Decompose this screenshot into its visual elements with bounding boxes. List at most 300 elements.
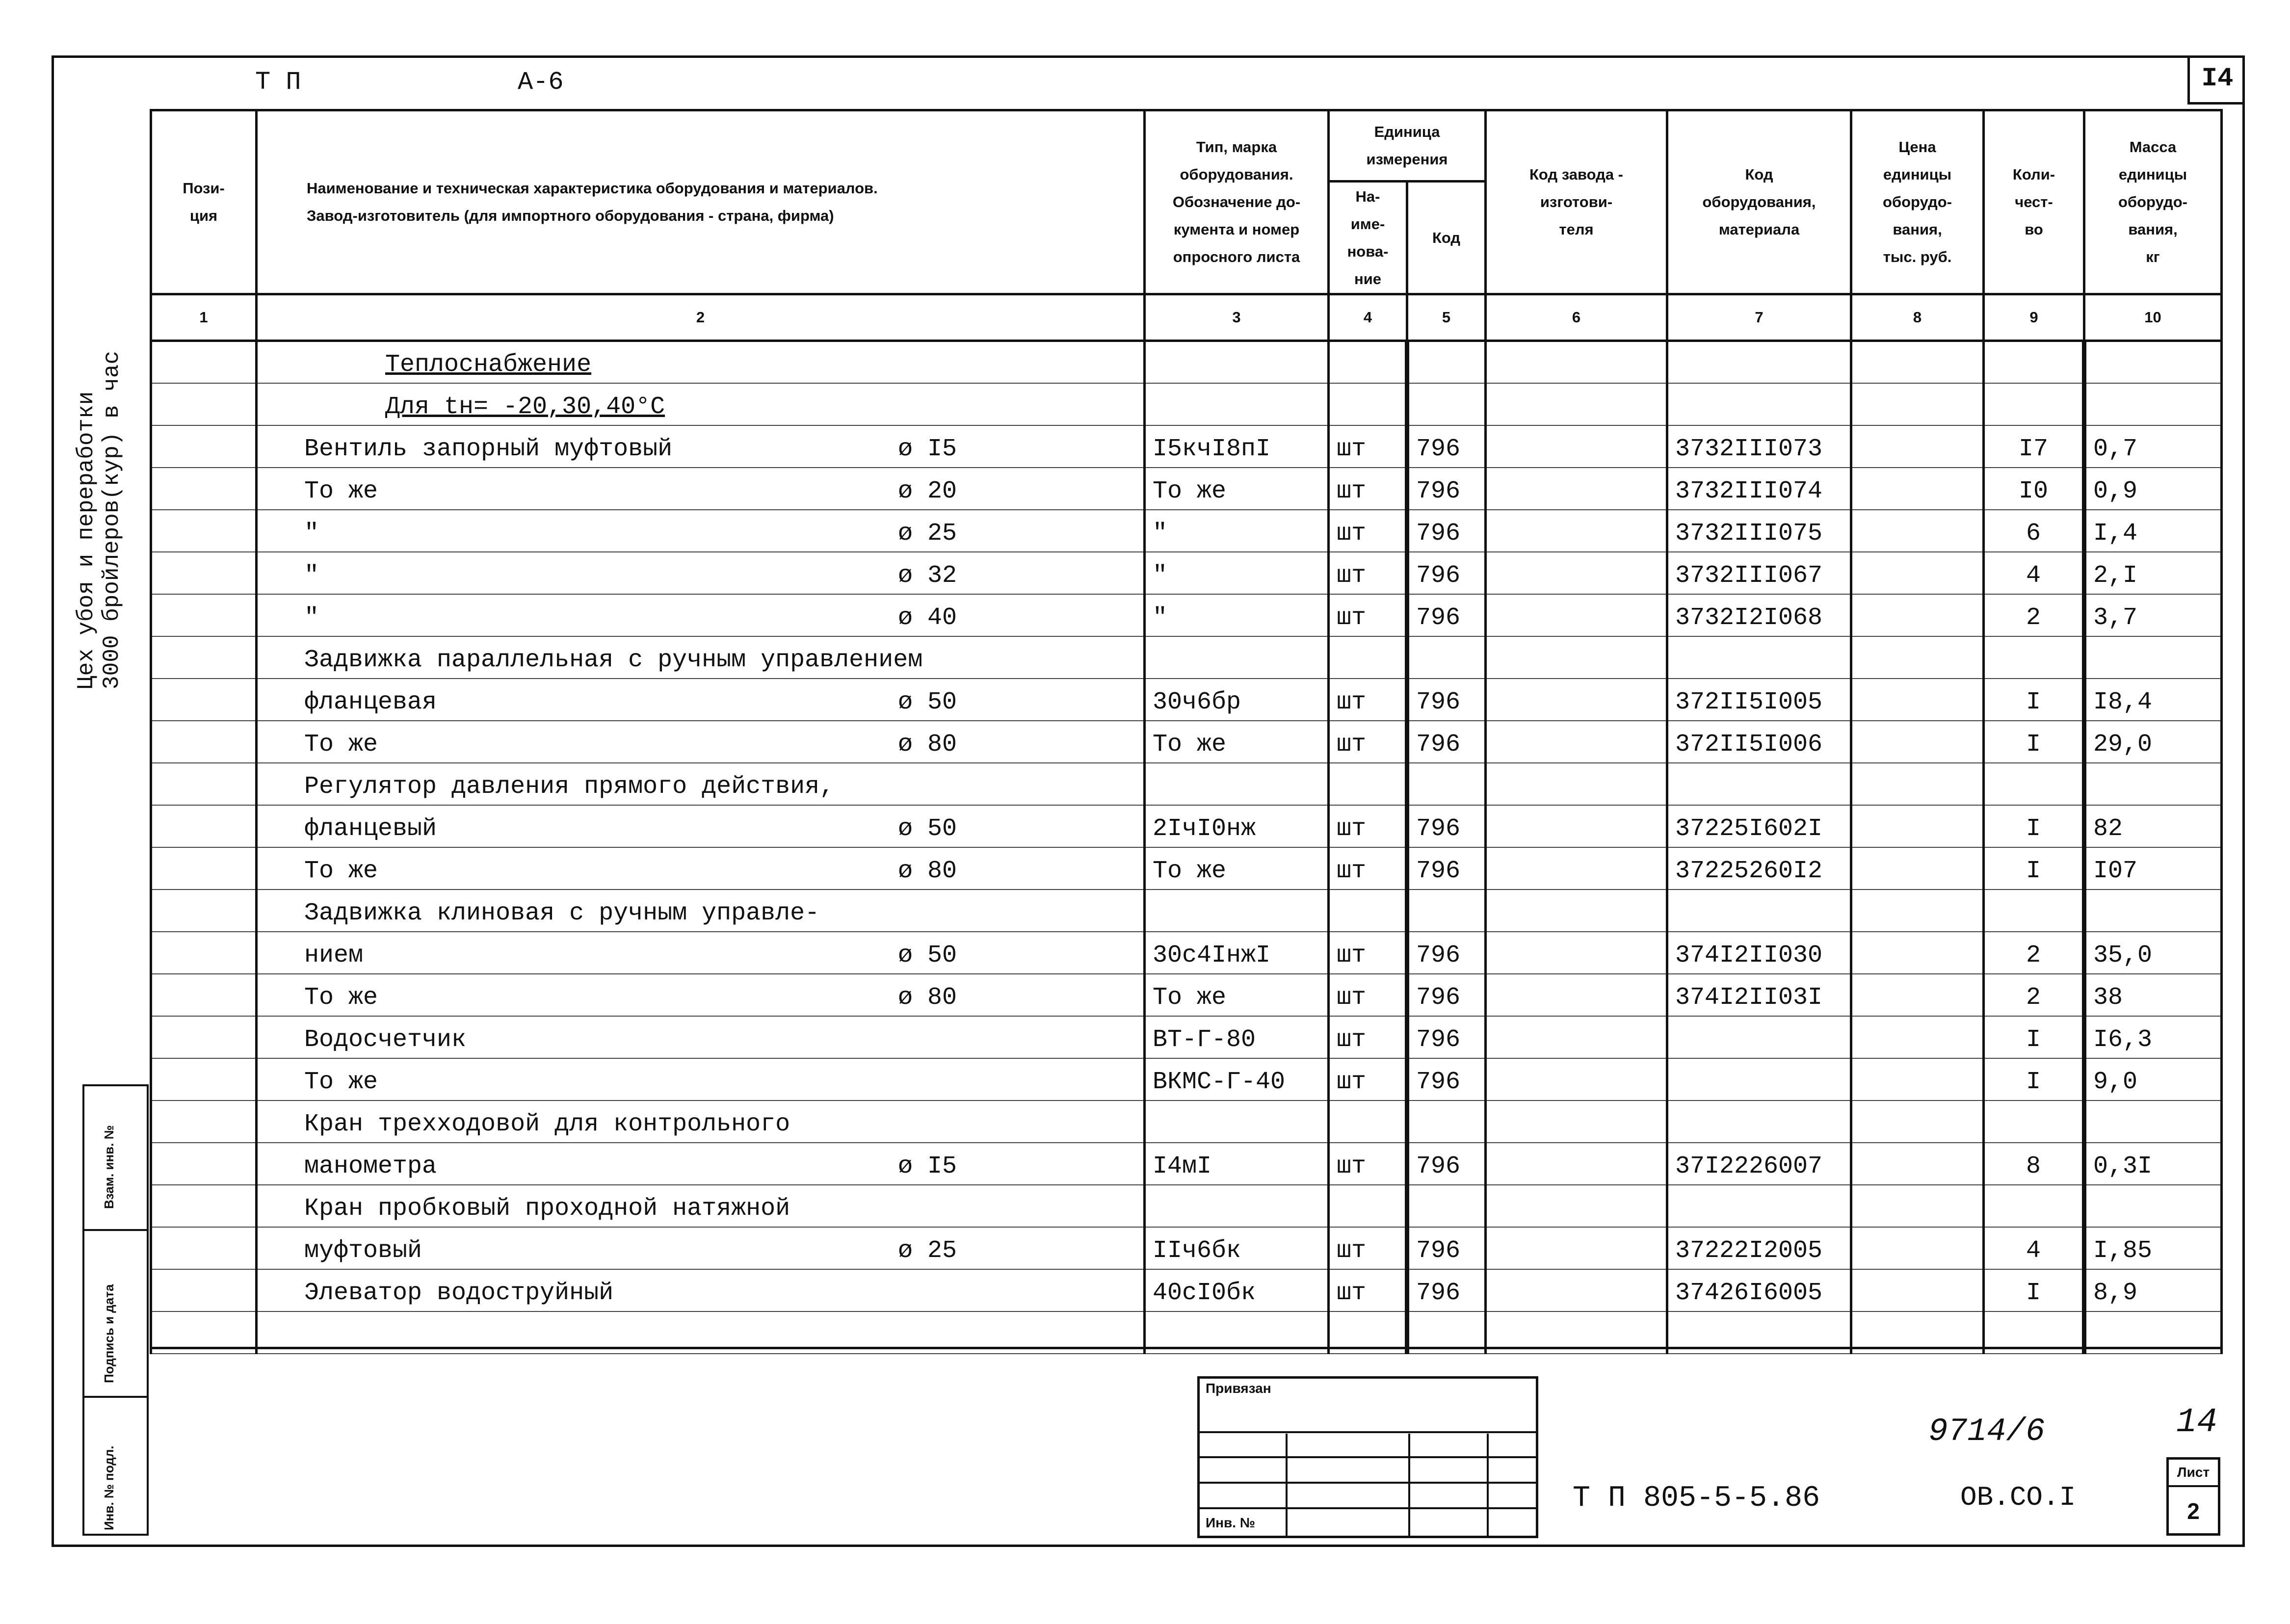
cell-position <box>151 636 257 679</box>
cell-maker-code <box>1486 510 1667 552</box>
cell-maker-code <box>1486 1100 1667 1143</box>
table-row <box>151 805 2222 847</box>
item-size: ø 50 <box>897 688 957 716</box>
cell-name <box>257 1143 1145 1185</box>
item-name: фланцевый <box>304 814 437 843</box>
cell-position <box>151 974 257 1016</box>
cell-unit-name: шт <box>1329 721 1407 763</box>
table-row <box>151 510 2222 552</box>
cell-quantity: I <box>1984 1016 2084 1058</box>
cell-position <box>151 510 257 552</box>
table-row <box>151 1185 2222 1227</box>
cell-mass <box>2084 383 2222 425</box>
cell-maker-code <box>1486 890 1667 932</box>
cell-quantity: 2 <box>1984 974 2084 1016</box>
cell-unit-code <box>1407 341 1486 383</box>
cell-maker-code <box>1486 1269 1667 1311</box>
stamp-inv-label: Инв. № <box>1206 1515 1256 1530</box>
cell-equipment-code: 3732III073 <box>1667 425 1851 468</box>
cell-type: I4мI <box>1145 1143 1329 1185</box>
cell-unit-name: шт <box>1329 1016 1407 1058</box>
table-row <box>151 932 2222 974</box>
cell-equipment-code <box>1667 636 1851 679</box>
cell-unit-code: 796 <box>1407 1143 1486 1185</box>
name-wrap <box>304 604 957 632</box>
cell-name <box>257 763 1145 805</box>
cell-price <box>1851 1269 1984 1311</box>
cell-name <box>257 468 1145 510</box>
cell-name <box>257 932 1145 974</box>
cell-position <box>151 552 257 594</box>
cell-position <box>151 1016 257 1058</box>
cell-unit-code: 796 <box>1407 847 1486 890</box>
cell-equipment-code <box>1667 341 1851 383</box>
item-size: ø 80 <box>897 857 957 885</box>
item-size: ø 25 <box>897 519 957 548</box>
stamp-tied-label: Привязан <box>1206 1381 1271 1396</box>
item-size: ø 25 <box>897 1236 957 1265</box>
cell-quantity: 2 <box>1984 932 2084 974</box>
cell-quantity: I <box>1984 805 2084 847</box>
item-name: Регулятор давления прямого действия, <box>304 772 835 801</box>
cell-name <box>257 341 1145 383</box>
cell-type <box>1145 763 1329 805</box>
cell-unit-name: шт <box>1329 847 1407 890</box>
item-name: Кран трехходовой для контрольного <box>304 1110 790 1138</box>
cell-unit-name: шт <box>1329 1269 1407 1311</box>
item-size: ø 80 <box>897 730 957 759</box>
cell-position <box>151 1143 257 1185</box>
cell-name <box>257 1227 1145 1269</box>
name-wrap <box>385 393 1038 421</box>
item-name: Задвижка клиновая с ручным управле- <box>304 899 820 927</box>
cell-equipment-code: 37225260I2 <box>1667 847 1851 890</box>
cell-name <box>257 510 1145 552</box>
cell-type: 30с4IнжI <box>1145 932 1329 974</box>
cell-name <box>257 805 1145 847</box>
table-row <box>151 383 2222 425</box>
cell-quantity: 6 <box>1984 510 2084 552</box>
specification-table <box>150 109 2223 1354</box>
cell-quantity <box>1984 1185 2084 1227</box>
item-name: Вентиль запорный муфтовый <box>304 435 673 463</box>
cell-type: То же <box>1145 468 1329 510</box>
sheet-box <box>2166 1457 2220 1536</box>
item-name: То же <box>304 1068 378 1096</box>
cell-unit-name: шт <box>1329 468 1407 510</box>
cell-unit-name: шт <box>1329 510 1407 552</box>
col-number-2: 2 <box>257 294 1145 341</box>
cell-equipment-code <box>1667 1016 1851 1058</box>
cell-unit-name: шт <box>1329 594 1407 636</box>
table-row <box>151 679 2222 721</box>
cell-name <box>257 552 1145 594</box>
cell-quantity <box>1984 383 2084 425</box>
cell-name <box>257 679 1145 721</box>
sheet-number: 2 <box>2187 1498 2200 1524</box>
cell-mass: 82 <box>2084 805 2222 847</box>
name-wrap <box>304 520 957 548</box>
col-header-unit-group: Единица измерения <box>1329 110 1486 182</box>
cell-maker-code <box>1486 1143 1667 1185</box>
stamp-rule <box>1200 1507 1536 1509</box>
cell-price <box>1851 847 1984 890</box>
item-name: " <box>304 561 319 590</box>
cell-price <box>1851 383 1984 425</box>
cell-quantity <box>1984 890 2084 932</box>
cell-mass <box>2084 341 2222 383</box>
cell-unit-code: 796 <box>1407 805 1486 847</box>
cell-maker-code <box>1486 932 1667 974</box>
cell-position <box>151 679 257 721</box>
col-header-unit-code: Код <box>1407 182 1486 294</box>
item-name: муфтовый <box>304 1236 422 1265</box>
cell-price <box>1851 932 1984 974</box>
cell-unit-name: шт <box>1329 679 1407 721</box>
cell-quantity: I7 <box>1984 425 2084 468</box>
col-number-7: 7 <box>1667 294 1851 341</box>
cell-name <box>257 425 1145 468</box>
cell-maker-code <box>1486 1185 1667 1227</box>
stamp-rule <box>1200 1431 1536 1433</box>
name-wrap <box>304 688 957 716</box>
handwritten-number: 9714/6 <box>1928 1413 2045 1450</box>
cell-unit-name <box>1329 763 1407 805</box>
cell-name <box>257 1058 1145 1100</box>
cell-mass: 35,0 <box>2084 932 2222 974</box>
cell-name <box>257 636 1145 679</box>
item-name: " <box>304 603 319 632</box>
cell-quantity: I0 <box>1984 468 2084 510</box>
cell-mass: 2,I <box>2084 552 2222 594</box>
cell-position <box>151 1227 257 1269</box>
table-row <box>151 1058 2222 1100</box>
stamp-label-signature: Подпись и дата <box>102 1284 116 1383</box>
cell-quantity: 8 <box>1984 1143 2084 1185</box>
cell-equipment-code <box>1667 1100 1851 1143</box>
table-row <box>151 763 2222 805</box>
item-name: " <box>304 519 319 548</box>
name-wrap <box>304 899 957 927</box>
cell-unit-name: шт <box>1329 1143 1407 1185</box>
name-wrap <box>304 435 957 463</box>
name-wrap <box>385 351 1038 379</box>
item-size: ø 20 <box>897 477 957 505</box>
table-row <box>151 636 2222 679</box>
header-album: А-6 <box>518 68 564 97</box>
col-number-3: 3 <box>1145 294 1329 341</box>
cell-equipment-code: 37222I2005 <box>1667 1227 1851 1269</box>
cell-mass: 0,3I <box>2084 1143 2222 1185</box>
cell-unit-name: шт <box>1329 425 1407 468</box>
name-wrap <box>304 646 957 674</box>
cell-price <box>1851 1016 1984 1058</box>
item-name: фланцевая <box>304 688 437 716</box>
cell-position <box>151 1269 257 1311</box>
cell-price <box>1851 425 1984 468</box>
table-bottom-rule <box>150 1347 2220 1349</box>
cell-mass <box>2084 1100 2222 1143</box>
cell-quantity: 2 <box>1984 594 2084 636</box>
cell-price <box>1851 763 1984 805</box>
cell-unit-code: 796 <box>1407 679 1486 721</box>
cell-price <box>1851 341 1984 383</box>
name-wrap <box>304 1026 957 1054</box>
cell-type: То же <box>1145 847 1329 890</box>
table-row <box>151 1100 2222 1143</box>
cell-type: 40сI0бк <box>1145 1269 1329 1311</box>
name-wrap <box>304 857 957 885</box>
cell-unit-code <box>1407 383 1486 425</box>
cell-mass: 0,9 <box>2084 468 2222 510</box>
cell-name <box>257 1016 1145 1058</box>
cell-position <box>151 890 257 932</box>
cell-position <box>151 1100 257 1143</box>
cell-equipment-code: 3732III074 <box>1667 468 1851 510</box>
cell-quantity: I <box>1984 1269 2084 1311</box>
cell-mass: I,85 <box>2084 1227 2222 1269</box>
stamp-label-original: Инв. № подл. <box>102 1445 116 1530</box>
cell-unit-code: 796 <box>1407 1016 1486 1058</box>
col-header-mass: Масса единицы оборудо- вания, кг <box>2084 110 2222 294</box>
cell-maker-code <box>1486 468 1667 510</box>
col-header-maker-code: Код завода - изготови- теля <box>1486 110 1667 294</box>
cell-unit-code <box>1407 763 1486 805</box>
cell-unit-code: 796 <box>1407 1227 1486 1269</box>
name-wrap <box>304 773 957 801</box>
cell-name <box>257 847 1145 890</box>
cell-name <box>257 383 1145 425</box>
item-size: ø 40 <box>897 603 957 632</box>
cell-position <box>151 1058 257 1100</box>
table-row <box>151 594 2222 636</box>
stamp-rule <box>1487 1434 1489 1537</box>
cell-unit-code <box>1407 1185 1486 1227</box>
col-number-6: 6 <box>1486 294 1667 341</box>
cell-unit-code <box>1407 890 1486 932</box>
cell-quantity: I <box>1984 1058 2084 1100</box>
cell-maker-code <box>1486 552 1667 594</box>
col-number-10: 10 <box>2084 294 2222 341</box>
cell-name <box>257 974 1145 1016</box>
item-size: ø 32 <box>897 561 957 590</box>
cell-equipment-code: 372II5I005 <box>1667 679 1851 721</box>
table-row <box>151 1143 2222 1185</box>
cell-mass: 0,7 <box>2084 425 2222 468</box>
col-number-8: 8 <box>1851 294 1984 341</box>
stamp-rule <box>1200 1456 1536 1458</box>
cell-unit-name <box>1329 383 1407 425</box>
col-number-9: 9 <box>1984 294 2084 341</box>
cell-type: IIч6бк <box>1145 1227 1329 1269</box>
item-name: То же <box>304 730 378 759</box>
cell-position <box>151 721 257 763</box>
cell-type: ВТ-Г-80 <box>1145 1016 1329 1058</box>
binding-stamp <box>1197 1376 1538 1538</box>
cell-mass: 3,7 <box>2084 594 2222 636</box>
cell-quantity <box>1984 341 2084 383</box>
cell-type: " <box>1145 510 1329 552</box>
cell-unit-code: 796 <box>1407 468 1486 510</box>
item-name: Для tн= -20,30,40°С <box>385 393 665 421</box>
name-wrap <box>304 984 957 1012</box>
cell-unit-code: 796 <box>1407 552 1486 594</box>
item-name: Кран пробковый проходной натяжной <box>304 1194 790 1223</box>
item-name: То же <box>304 477 378 505</box>
table-row <box>151 721 2222 763</box>
cell-price <box>1851 1227 1984 1269</box>
cell-type: " <box>1145 552 1329 594</box>
cell-position <box>151 763 257 805</box>
cell-unit-name: шт <box>1329 552 1407 594</box>
name-wrap <box>304 1237 957 1265</box>
cell-maker-code <box>1486 763 1667 805</box>
cell-type: 2IчI0нж <box>1145 805 1329 847</box>
cell-type: То же <box>1145 974 1329 1016</box>
cell-name <box>257 890 1145 932</box>
col-header-quantity: Коли- чест- во <box>1984 110 2084 294</box>
cell-type: " <box>1145 594 1329 636</box>
cell-maker-code <box>1486 1227 1667 1269</box>
cell-unit-name: шт <box>1329 932 1407 974</box>
cell-price <box>1851 1100 1984 1143</box>
col-number-4: 4 <box>1329 294 1407 341</box>
cell-position <box>151 594 257 636</box>
side-caption-line-2: 3000 бройлеров(кур) в час <box>99 350 125 689</box>
cell-maker-code <box>1486 679 1667 721</box>
table-row <box>151 890 2222 932</box>
cell-quantity <box>1984 636 2084 679</box>
cell-maker-code <box>1486 974 1667 1016</box>
cell-maker-code <box>1486 1016 1667 1058</box>
cell-unit-code: 796 <box>1407 425 1486 468</box>
cell-price <box>1851 890 1984 932</box>
cell-unit-name: шт <box>1329 1227 1407 1269</box>
cell-type <box>1145 383 1329 425</box>
item-name: манометра <box>304 1152 437 1180</box>
cell-unit-code <box>1407 1100 1486 1143</box>
cell-name <box>257 1269 1145 1311</box>
cell-equipment-code <box>1667 1185 1851 1227</box>
cell-mass <box>2084 1185 2222 1227</box>
header-sheet-number: I4 <box>2187 55 2245 105</box>
stamp-label-replace: Взам. инв. № <box>102 1125 116 1209</box>
cell-equipment-code: 37I2226007 <box>1667 1143 1851 1185</box>
item-name: Задвижка параллельная с ручным управлением <box>304 646 923 674</box>
cell-mass: I,4 <box>2084 510 2222 552</box>
cell-type <box>1145 341 1329 383</box>
cell-type <box>1145 1100 1329 1143</box>
table-row <box>151 1227 2222 1269</box>
cell-type <box>1145 890 1329 932</box>
cell-unit-code: 796 <box>1407 1269 1486 1311</box>
stamp-cell-signature <box>84 1231 149 1398</box>
item-size: ø 80 <box>897 983 957 1012</box>
cell-maker-code <box>1486 1058 1667 1100</box>
col-number-5: 5 <box>1407 294 1486 341</box>
cell-type: I5кчI8пI <box>1145 425 1329 468</box>
item-name: Элеватор водоструйный <box>304 1279 614 1307</box>
cell-type: ВКМС-Г-40 <box>1145 1058 1329 1100</box>
cell-equipment-code: 37225I602I <box>1667 805 1851 847</box>
cell-price <box>1851 679 1984 721</box>
cell-price <box>1851 974 1984 1016</box>
cell-mass: 38 <box>2084 974 2222 1016</box>
cell-unit-code <box>1407 636 1486 679</box>
name-wrap <box>304 1110 957 1138</box>
item-name: нием <box>304 941 364 969</box>
cell-price <box>1851 468 1984 510</box>
name-wrap <box>304 1153 957 1180</box>
stamp-cell-replace <box>84 1086 149 1231</box>
name-wrap <box>304 815 957 843</box>
cell-unit-name <box>1329 1185 1407 1227</box>
table-row <box>151 847 2222 890</box>
cell-mass: I07 <box>2084 847 2222 890</box>
table-row <box>151 552 2222 594</box>
cell-equipment-code <box>1667 383 1851 425</box>
cell-position <box>151 341 257 383</box>
cell-price <box>1851 1058 1984 1100</box>
cell-position <box>151 468 257 510</box>
cell-mass: 8,9 <box>2084 1269 2222 1311</box>
table-row <box>151 341 2222 383</box>
col-header-position: Пози- ция <box>151 110 257 294</box>
cell-equipment-code: 3732I2I068 <box>1667 594 1851 636</box>
header-tp: Т П <box>255 68 301 97</box>
name-wrap <box>304 477 957 505</box>
cell-maker-code <box>1486 341 1667 383</box>
cell-price <box>1851 1185 1984 1227</box>
item-size: ø I5 <box>897 435 957 463</box>
name-wrap <box>304 942 957 969</box>
cell-unit-name <box>1329 1100 1407 1143</box>
side-caption <box>74 248 125 689</box>
cell-price <box>1851 636 1984 679</box>
cell-maker-code <box>1486 425 1667 468</box>
cell-name <box>257 594 1145 636</box>
item-name: Водосчетчик <box>304 1025 467 1054</box>
cell-unit-code: 796 <box>1407 974 1486 1016</box>
cell-maker-code <box>1486 805 1667 847</box>
cell-mass <box>2084 763 2222 805</box>
cell-maker-code <box>1486 847 1667 890</box>
cell-type: То же <box>1145 721 1329 763</box>
cell-unit-code: 796 <box>1407 594 1486 636</box>
sheet-label: Лист <box>2169 1460 2218 1487</box>
cell-quantity <box>1984 763 2084 805</box>
stamp-rule <box>1408 1434 1410 1537</box>
document-mark: ОВ.СО.I <box>1960 1482 2076 1513</box>
name-wrap <box>304 731 957 759</box>
document-code: Т П 805-5-5.86 <box>1573 1482 1820 1515</box>
cell-position <box>151 383 257 425</box>
cell-unit-code: 796 <box>1407 1058 1486 1100</box>
side-caption-line-1: Цех убоя и переработки <box>74 391 99 689</box>
col-number-1: 1 <box>151 294 257 341</box>
cell-price <box>1851 721 1984 763</box>
cell-unit-name <box>1329 341 1407 383</box>
cell-price <box>1851 594 1984 636</box>
cell-quantity: I <box>1984 847 2084 890</box>
cell-unit-name: шт <box>1329 805 1407 847</box>
col-header-unit-name: На- име- нова- ние <box>1329 182 1407 294</box>
cell-mass: I6,3 <box>2084 1016 2222 1058</box>
name-wrap <box>304 562 957 590</box>
cell-position <box>151 932 257 974</box>
cell-name <box>257 721 1145 763</box>
cell-name <box>257 1185 1145 1227</box>
